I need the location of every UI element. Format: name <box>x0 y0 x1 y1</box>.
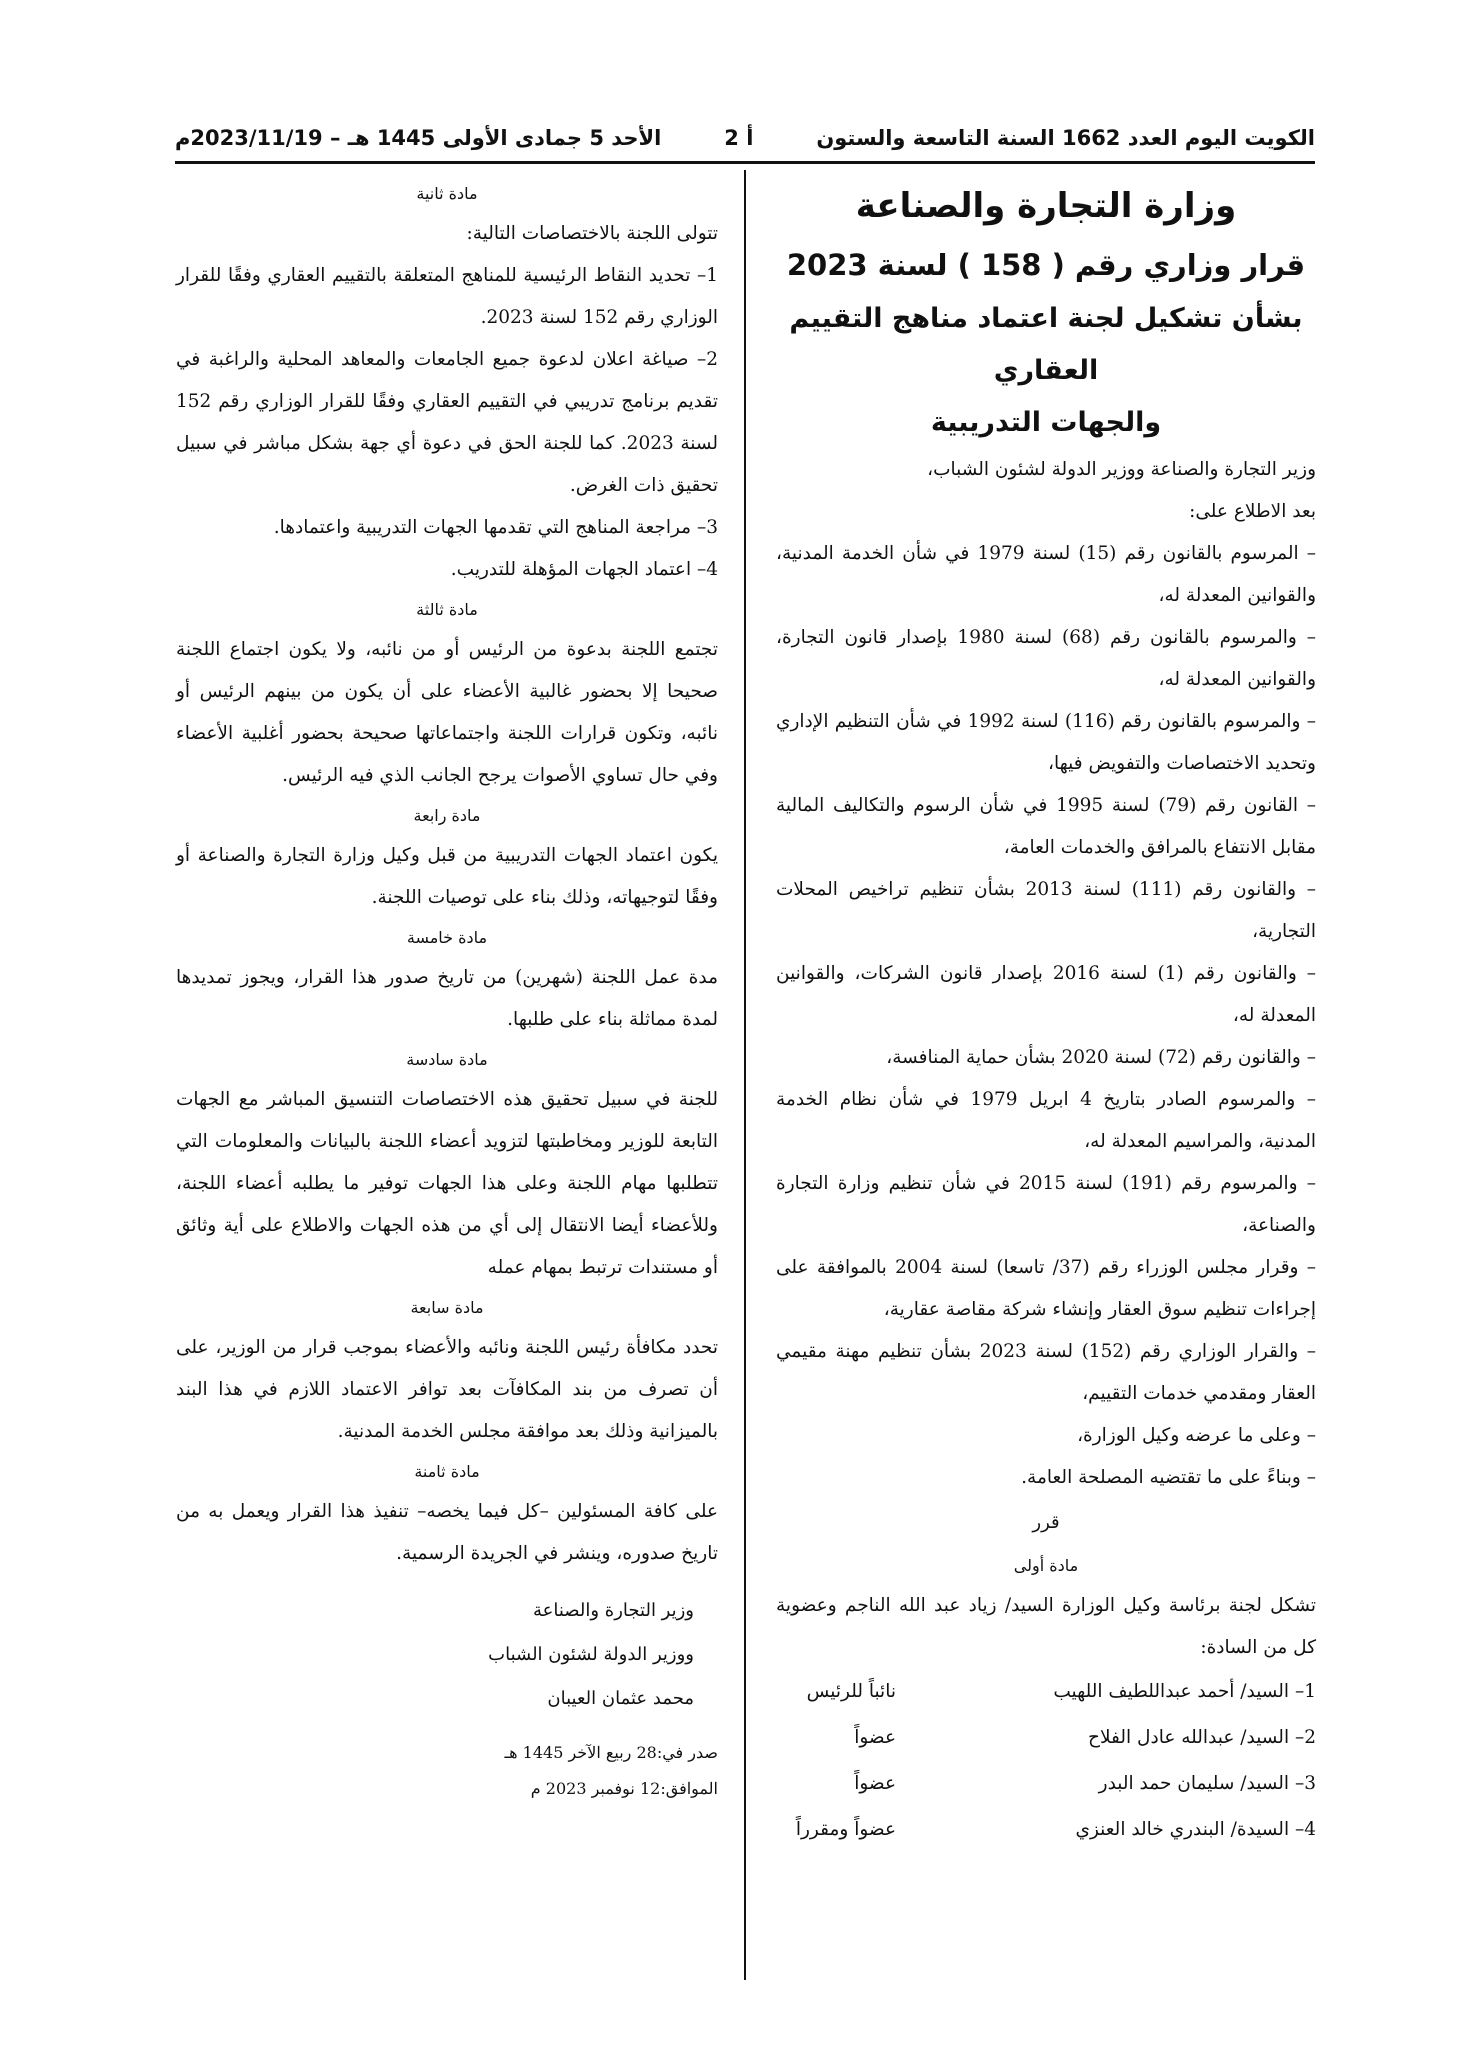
member-name: 2– السيد/ عبدالله عادل الفلاح <box>1088 1727 1316 1748</box>
page-header <box>175 118 1315 158</box>
signature-name: محمد عثمان العيبان <box>547 1688 694 1709</box>
member-role: عضواً ومقرراً <box>795 1819 896 1840</box>
signature-title-line1: وزير التجارة والصناعة <box>532 1600 694 1621</box>
article3-text: تجتمع اللجنة بدعوة من الرئيس أو من نائبه، ولا يكون اجتماع اللجنة صحيحا إلا بحضور غالبية الأعضاء على أن يكون من بينهم الرئيس أو نائبه، وتكون قرارات اللجنة واجتماعاتها صحيحة بحضور أغلبية الأعضاء وفي حال تساوي الأصوات يرجح الجانب الذي فيه الرئيس. <box>176 639 718 786</box>
article4-text: يكون اعتماد الجهات التدريبية من قبل وكيل وزارة التجارة والصناعة أو وفقًا لتوجيهاته، وذلك بناء على توصيات اللجنة. <box>176 845 718 908</box>
member-row <box>776 1715 1316 1761</box>
article8-title: مادة ثامنة <box>414 1462 480 1481</box>
article5-text: مدة عمل اللجنة (شهرين) من تاريخ صدور هذا القرار، ويجوز تمديدها لمدة مماثلة بناء على طلبها. <box>176 967 718 1030</box>
reference-item: – وعلى ما عرضه وكيل الوزارة، <box>1077 1425 1316 1446</box>
member-row <box>776 1807 1316 1853</box>
reference-item: – والقرار الوزاري رقم (152) لسنة 2023 بشأن تنظيم مهنة مقيمي العقار ومقدمي خدمات التقييم، <box>776 1341 1316 1404</box>
article2-title: مادة ثانية <box>416 184 478 203</box>
issue-date: الأحد 5 جمادى الأولى 1445 هـ – 2023/11/19م <box>175 126 662 150</box>
member-role: نائباً للرئيس <box>806 1681 896 1702</box>
reference-item: – والمرسوم بالقانون رقم (68) لسنة 1980 بإصدار قانون التجارة، والقوانين المعدلة له، <box>776 627 1316 690</box>
reference-item: – والقانون رقم (1) لسنة 2016 بإصدار قانون الشركات، والقوانين المعدلة له، <box>776 963 1316 1026</box>
reference-item: – والقانون رقم (111) لسنة 2013 بشأن تنظيم تراخيص المحلات التجارية، <box>776 879 1316 942</box>
article2-intro: تتولى اللجنة بالاختصاصات التالية: <box>466 223 718 244</box>
article7-text: تحدد مكافأة رئيس اللجنة ونائبه والأعضاء بموجب قرار من الوزير، على أن تصرف من بند المكافآت بعد توافر الاعتماد اللازم في هذا البند بالميزانية وذلك بعد موافقة مجلس الخدمة المدنية. <box>176 1337 718 1442</box>
reference-item: – وقرار مجلس الوزراء رقم (37/ تاسعا) لسنة 2004 بالموافقة على إجراءات تنظيم سوق العقار وإنشاء شركة مقاصة عقارية، <box>776 1257 1317 1320</box>
decree-title: قرار وزاري رقم ( 158 ) لسنة 2023 <box>786 248 1306 282</box>
article3-title: مادة ثالثة <box>416 600 478 619</box>
member-row <box>776 1761 1316 1807</box>
decided-label: قرر <box>1032 1512 1060 1533</box>
member-name: 3– السيد/ سليمان حمد البدر <box>1098 1773 1316 1794</box>
signature-block <box>176 1589 718 1721</box>
article2-item: 3– مراجعة المناهج التي تقدمها الجهات التدريبية واعتمادها. <box>273 517 718 538</box>
article7-title: مادة سابعة <box>410 1298 484 1317</box>
reference-item: – والمرسوم رقم (191) لسنة 2015 في شأن تنظيم وزارة التجارة والصناعة، <box>776 1173 1317 1236</box>
reference-item: – والمرسوم بالقانون رقم (116) لسنة 1992 في شأن التنظيم الإداري وتحديد الاختصاصات والتفويض فيها، <box>776 711 1316 774</box>
member-role: عضواً <box>854 1727 896 1748</box>
article5-title: مادة خامسة <box>406 928 488 947</box>
article1-text: تشكل لجنة برئاسة وكيل الوزارة السيد/ زياد عبد الله الناجم وعضوية كل من السادة: <box>776 1595 1316 1658</box>
decree-subject-line2: والجهات التدريبية <box>930 407 1162 438</box>
article1-title: مادة أولى <box>1013 1556 1079 1575</box>
article2-item: 4– اعتماد الجهات المؤهلة للتدريب. <box>450 559 718 580</box>
article6-title: مادة سادسة <box>406 1050 488 1069</box>
issued-hijri: صدر في:28 ربيع الآخر 1445 هـ <box>504 1743 718 1762</box>
header-divider <box>175 161 1315 164</box>
page-number: أ 2 <box>724 126 754 150</box>
reference-item: – والمرسوم الصادر بتاريخ 4 ابريل 1979 في شأن نظام الخدمة المدنية، والمراسيم المعدلة له، <box>776 1089 1317 1152</box>
reference-item: – المرسوم بالقانون رقم (15) لسنة 1979 في شأن الخدمة المدنية، والقوانين المعدلة له، <box>776 543 1317 606</box>
reference-item: – وبناءً على ما تقتضيه المصلحة العامة. <box>1021 1467 1316 1488</box>
right-column <box>776 175 1316 1853</box>
issue-date-block <box>176 1735 718 1807</box>
member-name: 4– السيدة/ البندري خالد العنزي <box>1075 1819 1316 1840</box>
article4-title: مادة رابعة <box>413 806 481 825</box>
member-role: عضواً <box>854 1773 896 1794</box>
article6-text: للجنة في سبيل تحقيق هذه الاختصاصات التنسيق المباشر مع الجهات التابعة للوزير ومخاطبتها لتزويد أعضاء اللجنة بالبيانات والمعلومات التي تتطلبها مهام اللجنة وعلى هذا الجهات توفير ما يطلبه أعضاء اللجنة، وللأعضاء أيضا الانتقال إلى أي من هذه الجهات والاطلاع على أية وثائق أو مستندات ترتبط بمهام عمله <box>176 1089 718 1278</box>
reference-item: – القانون رقم (79) لسنة 1995 في شأن الرسوم والتكاليف المالية مقابل الانتفاع بالمرافق والخدمات العامة، <box>776 795 1317 858</box>
after-review-line: بعد الاطلاع على: <box>1189 501 1316 522</box>
decree-subject-line1: بشأن تشكيل لجنة اعتماد مناهج التقييم العقاري <box>789 303 1303 386</box>
issuer-line: وزير التجارة والصناعة ووزير الدولة لشئون الشباب، <box>927 459 1316 480</box>
member-name: 1– السيد/ أحمد عبداللطيف اللهيب <box>1053 1681 1316 1702</box>
left-column <box>176 175 718 1807</box>
signature-title-line2: ووزير الدولة لشئون الشباب <box>488 1644 694 1665</box>
ministry-title: وزارة التجارة والصناعة <box>855 186 1237 226</box>
gazette-issue-info: الكويت اليوم العدد 1662 السنة التاسعة والستون <box>816 126 1315 150</box>
article2-item: 2– صياغة اعلان لدعوة جميع الجامعات والمعاهد المحلية والراغبة في تقديم برنامج تدريبي في التقييم العقاري وفقًا للقرار الوزاري رقم 152 لسنة 2023. كما للجنة الحق في دعوة أي جهة بشكل مباشر في سبيل تحقيق ذات الغرض. <box>176 349 718 496</box>
article2-item: 1– تحديد النقاط الرئيسية للمناهج المتعلقة بالتقييم العقاري وفقًا للقرار الوزاري رقم 152 لسنة 2023. <box>176 265 718 328</box>
article8-text: على كافة المسئولين –كل فيما يخصه– تنفيذ هذا القرار ويعمل به من تاريخ صدوره، وينشر في الجريدة الرسمية. <box>176 1501 718 1564</box>
column-divider <box>744 170 746 1980</box>
member-row <box>776 1669 1316 1715</box>
issued-gregorian: الموافق:12 نوفمبر 2023 م <box>530 1779 718 1798</box>
reference-item: – والقانون رقم (72) لسنة 2020 بشأن حماية المنافسة، <box>886 1047 1316 1068</box>
